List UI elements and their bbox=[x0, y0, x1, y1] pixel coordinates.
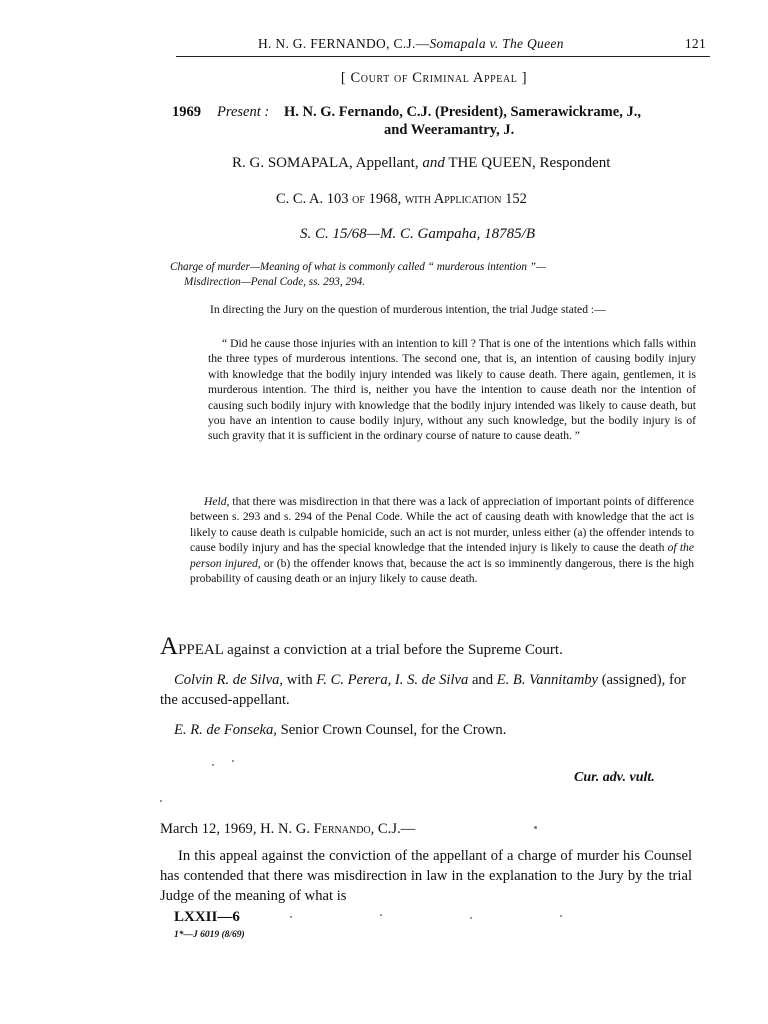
cca-number: C. C. A. 103 bbox=[276, 191, 349, 207]
headnote bbox=[170, 260, 696, 290]
sc-case-reference: S. C. 15/68—M. C. Gampaha, 18785/B bbox=[300, 226, 536, 242]
counsel-appellant-suffix: (assigned), for the accused-appellant. bbox=[160, 672, 686, 708]
appellant-name: R. G. SOMAPALA, bbox=[232, 155, 353, 171]
scan-speck bbox=[560, 915, 562, 917]
crown-counsel-suffix: Senior Crown Counsel, for the Crown. bbox=[280, 722, 507, 738]
scan-speck bbox=[212, 764, 214, 766]
crown-counsel-name: E. R. de Fonseka, bbox=[174, 722, 277, 738]
crown-counsel bbox=[174, 720, 694, 740]
held-label: Held, bbox=[204, 495, 230, 508]
intro-paragraph: In directing the Jury on the question of murderous intention, the trial Judge stated :— bbox=[210, 303, 606, 316]
bench-judges-line1: H. N. G. Fernando, C.J. (President), Samerawickrame, J., bbox=[284, 104, 641, 120]
headnote-line-2: Misdirection—Penal Code, ss. 293, 294. bbox=[184, 276, 366, 288]
judgment-judge: H. N. G. Fernando, C.J.— bbox=[260, 821, 416, 837]
appeal-line bbox=[160, 634, 700, 659]
held-paragraph bbox=[190, 494, 694, 586]
appeal-text: PPEAL against a conviction at a trial before the Supreme Court. bbox=[178, 642, 563, 658]
scan-speck bbox=[290, 916, 292, 918]
scan-speck bbox=[470, 917, 472, 919]
held-italic-phrase: of the person injured, bbox=[190, 541, 694, 570]
headnote-line-1: Charge of murder—Meaning of what is commonly called “ murderous intention ”— bbox=[170, 261, 546, 273]
held-text-1: that there was misdirection in that there was a lack of appreciation of important points of difference between s. 293 and s. 294 of the Penal Code. While the act of causing death with knowledge that the act is likely to cause death is culpable homicide, such an act is not murder, unless either (a) the offender intends to cause bodily injury and has the special knowledge that the intended injury is likely to cause the death bbox=[190, 495, 694, 555]
header-rule bbox=[176, 56, 710, 57]
scan-speck bbox=[534, 826, 537, 829]
signature-mark: LXXII—6 bbox=[174, 909, 240, 925]
cca-with-application: with Application bbox=[404, 191, 502, 207]
running-head-case: Somapala v. The Queen bbox=[429, 36, 564, 51]
scan-speck bbox=[232, 760, 234, 762]
court-heading: [ Court of Criminal Appeal ] bbox=[340, 70, 528, 86]
held-text-2: or (b) the offender knows that, because the act is so imminently dangerous, there is the high probability of causing death or an injury likely to cause death. bbox=[190, 556, 695, 586]
respondent-role: Respondent bbox=[539, 155, 611, 171]
case-number-line bbox=[276, 191, 527, 208]
judgment-opening: In this appeal against the conviction of the appellant of a charge of murder his Counsel has contended that there was misdirection in law in the explanation to the Jury by the trial Judge of the meaning of what is bbox=[160, 848, 692, 904]
cur-adv-vult: Cur. adv. vult. bbox=[574, 770, 655, 785]
scan-speck bbox=[380, 914, 382, 916]
counsel-and: and bbox=[471, 672, 494, 688]
bench-label: Present : bbox=[217, 104, 270, 120]
judgment-dateline bbox=[160, 819, 700, 839]
counsel-with: with bbox=[286, 672, 313, 688]
cca-year: 1968, bbox=[368, 191, 402, 207]
counsel-name-3: E. B. Vannitamby bbox=[496, 672, 599, 688]
appellant-counsel bbox=[160, 670, 706, 710]
appellant-role: Appellant, bbox=[355, 155, 419, 171]
counsel-name-2: F. C. Perera, I. S. de Silva bbox=[316, 672, 469, 688]
counsel-name-1: Colvin R. de Silva, bbox=[174, 672, 284, 688]
print-code: 1*—J 6019 (8/69) bbox=[174, 930, 245, 940]
parties-and: and bbox=[422, 155, 445, 171]
cca-of: of bbox=[352, 191, 365, 207]
quoted-direction: “ Did he cause those injuries with an intention to kill ? That is one of the intentions which falls within the three types of murderous intentions. The second one, that is, an intention of causing bodily injury with knowledge that the bodily injury intended was likely to cause death. There again, gentlemen, it is murderous intention. The third is, neither you have the intention to cause death nor the intention of causing such bodily injury with knowledge that the bodily injury intended was likely to cause death, but you have an intention to cause bodily injury, without any such knowledge, but the bodily injury is of such gravity that it is sufficient in the ordinary course of nature to cause death. ” bbox=[208, 337, 696, 443]
page-number: 121 bbox=[684, 36, 706, 51]
application-number: 152 bbox=[505, 191, 527, 207]
scan-speck bbox=[160, 800, 162, 802]
judgment-date: March 12, 1969, bbox=[160, 821, 257, 837]
respondent-name: THE QUEEN, bbox=[448, 155, 536, 171]
running-head-judge: H. N. G. FERNANDO, C.J.— bbox=[258, 36, 430, 51]
running-head-title bbox=[258, 36, 564, 52]
bench-judges-line2: and Weeramantry, J. bbox=[384, 122, 515, 138]
bench-year: 1969 bbox=[172, 104, 201, 120]
appeal-drop-letter: A bbox=[160, 633, 179, 660]
parties-line bbox=[232, 155, 610, 172]
